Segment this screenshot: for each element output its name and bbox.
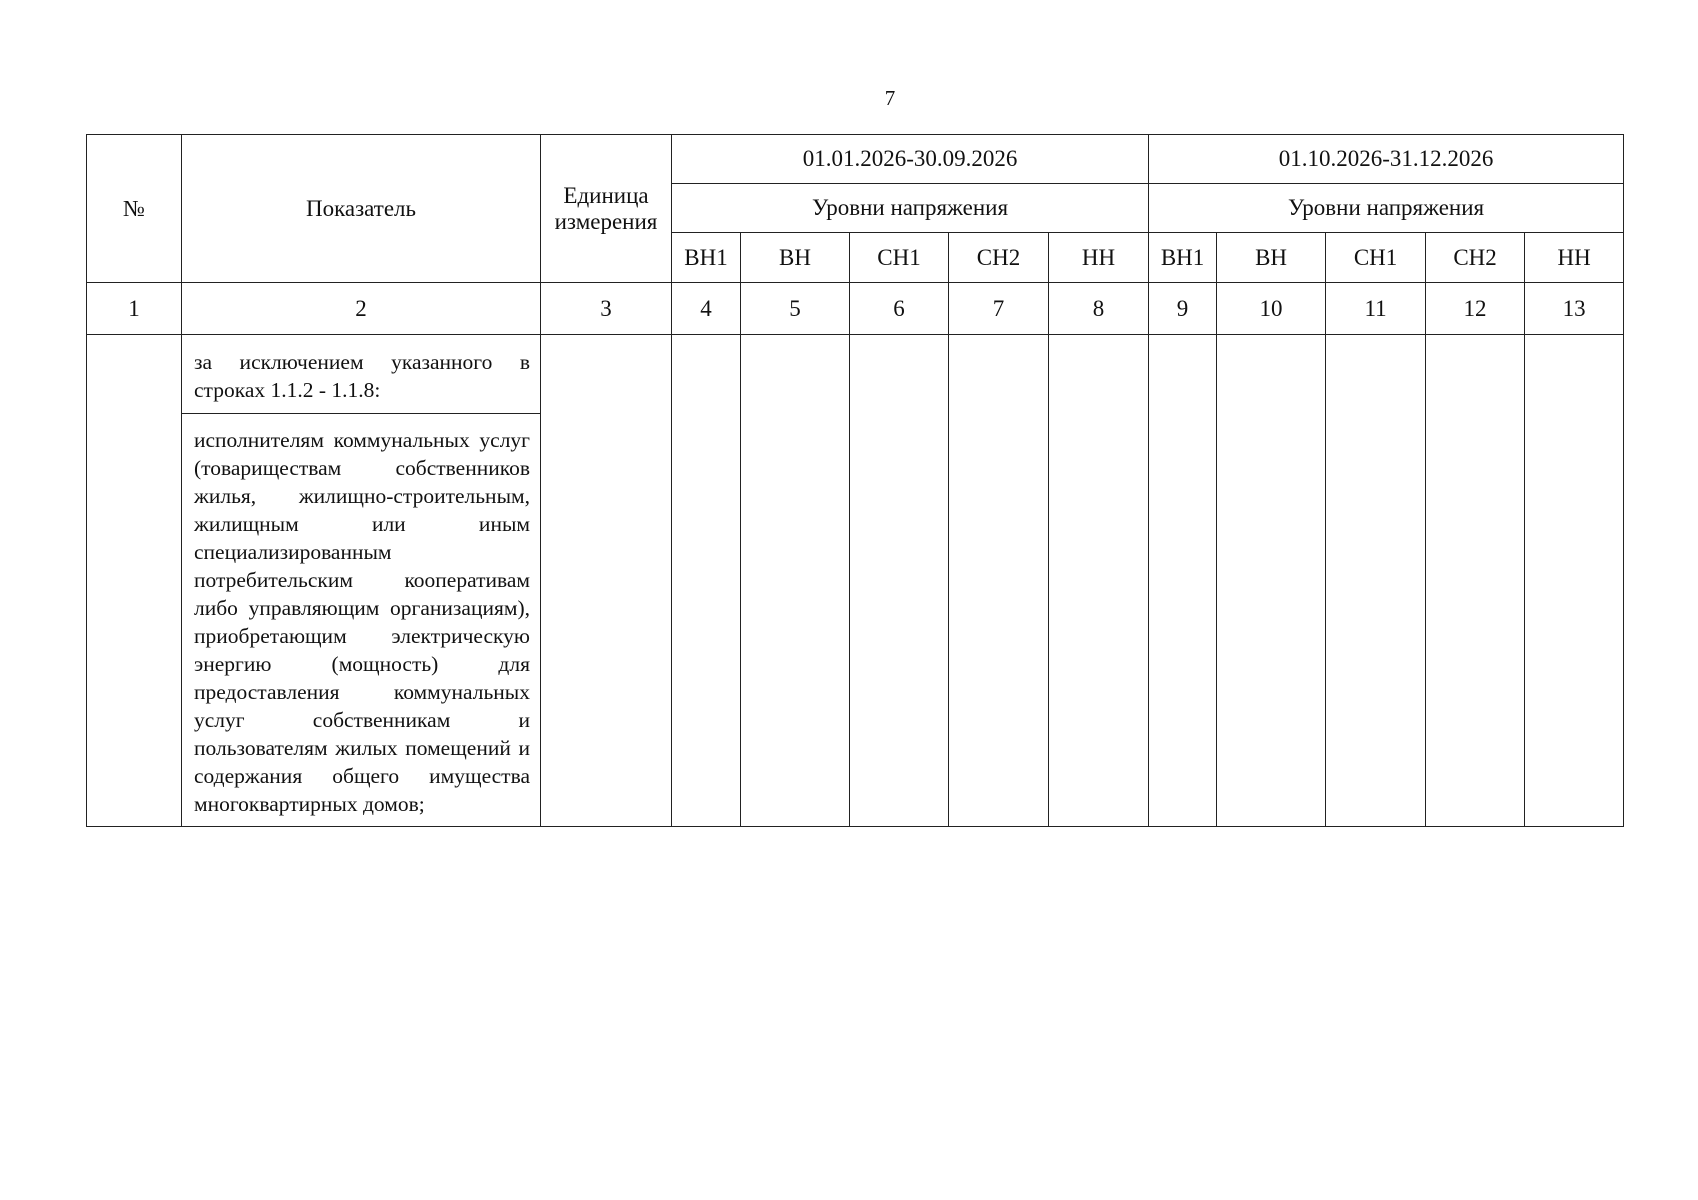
column-number: 5: [741, 283, 850, 335]
page-number: 7: [884, 86, 896, 110]
value-cell: [1149, 335, 1217, 827]
level-header: ВН: [1217, 233, 1326, 283]
column-number: 8: [1049, 283, 1149, 335]
level-header: ВН: [741, 233, 850, 283]
level-header: ВН1: [672, 233, 741, 283]
column-number: 9: [1149, 283, 1217, 335]
value-cell: [1049, 335, 1149, 827]
unit-cell: [541, 335, 672, 827]
header-period-1: 01.01.2026-30.09.2026: [672, 135, 1149, 184]
indicator-text-part-2: исполнителям коммунальных услуг (товариществам собственников жилья, жилищно-строительным, жилищным или иным специализированным потребительским кооперативам либо управляющим организациям), приобретающим электрическую энергию (мощность) для предоставления коммунальных услуг собственникам и пользователям жилых помещений и содержания общего имущества многоквартирных домов;: [194, 428, 530, 816]
value-cell: [850, 335, 949, 827]
header-levels-title-2: Уровни напряжения: [1149, 184, 1624, 233]
level-header: СН2: [949, 233, 1049, 283]
indicator-text-part-1: за исключением указанного в строках 1.1.2 - 1.1.8:: [182, 335, 540, 414]
column-number: 1: [87, 283, 182, 335]
column-number: 7: [949, 283, 1049, 335]
header-row-periods: [87, 135, 1624, 184]
value-cell: [672, 335, 741, 827]
column-number: 6: [850, 283, 949, 335]
column-number: 3: [541, 283, 672, 335]
value-cell: [741, 335, 850, 827]
header-unit: Единица измерения: [541, 135, 672, 283]
value-cell: [1426, 335, 1525, 827]
column-number: 11: [1326, 283, 1426, 335]
header-num: №: [87, 135, 182, 283]
tariff-table: [86, 134, 1624, 827]
column-number: 12: [1426, 283, 1525, 335]
table-row: [87, 335, 1624, 827]
value-cell: [1217, 335, 1326, 827]
value-cell: [1525, 335, 1624, 827]
column-number: 13: [1525, 283, 1624, 335]
level-header: СН1: [850, 233, 949, 283]
level-header: СН1: [1326, 233, 1426, 283]
column-number: 2: [182, 283, 541, 335]
header-period-2: 01.10.2026-31.12.2026: [1149, 135, 1624, 184]
level-header: ВН1: [1149, 233, 1217, 283]
indicator-cell: [182, 335, 541, 827]
column-number: 4: [672, 283, 741, 335]
column-number-row: [87, 283, 1624, 335]
level-header: НН: [1049, 233, 1149, 283]
row-num-cell: [87, 335, 182, 827]
value-cell: [1326, 335, 1426, 827]
header-indicator: Показатель: [182, 135, 541, 283]
level-header: СН2: [1426, 233, 1525, 283]
header-levels-title-1: Уровни напряжения: [672, 184, 1149, 233]
level-header: НН: [1525, 233, 1624, 283]
value-cell: [949, 335, 1049, 827]
column-number: 10: [1217, 283, 1326, 335]
